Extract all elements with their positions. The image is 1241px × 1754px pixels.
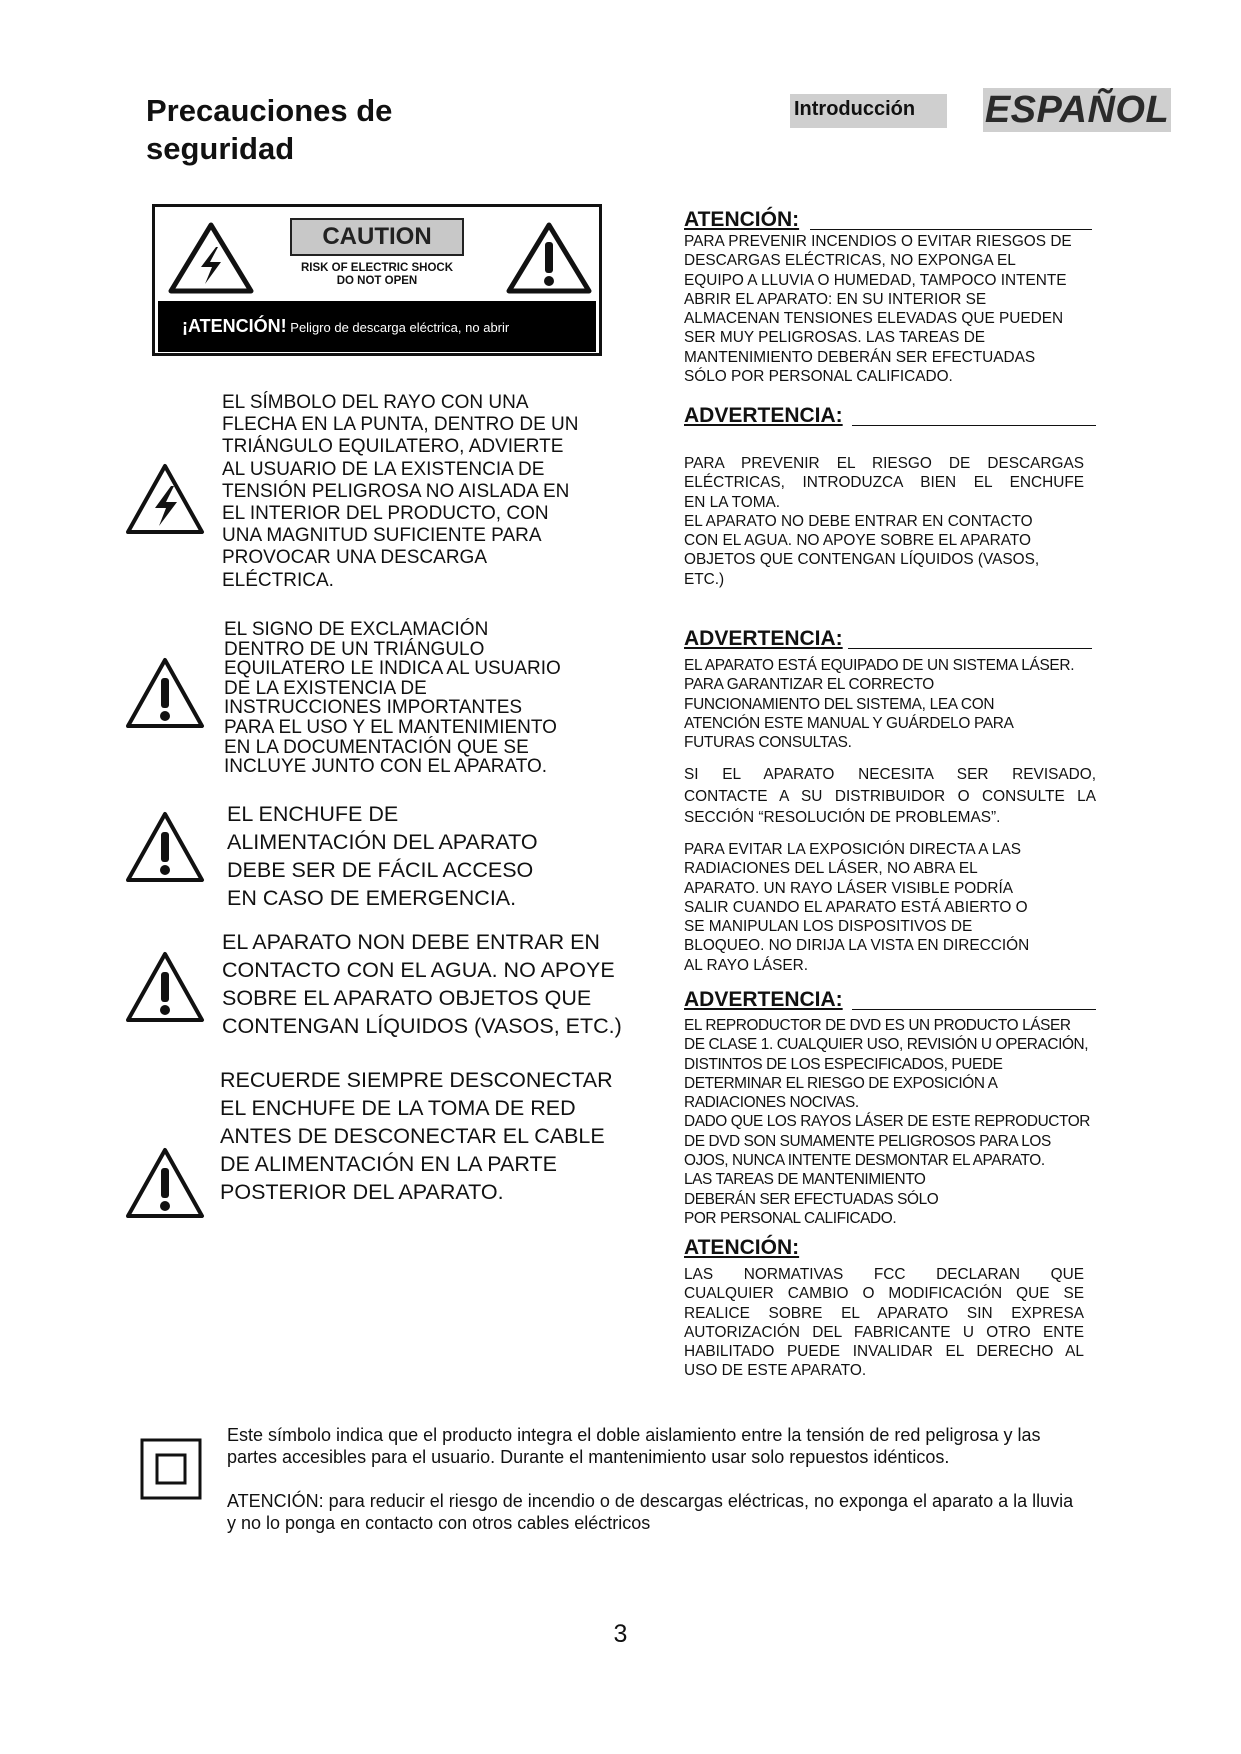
exclamation-symbol-text bbox=[224, 620, 609, 777]
text-line: UNA MAGNITUD SUFICIENTE PARA bbox=[222, 525, 542, 547]
language-tag: ESPAÑOL bbox=[984, 89, 1170, 131]
text-line: FUTURAS CONSULTAS. bbox=[684, 734, 852, 752]
section-heading: ADVERTENCIA: bbox=[684, 627, 843, 650]
text-line: DISTINTOS DE LOS ESPECIFICADOS, PUEDE bbox=[684, 1055, 1003, 1073]
text-line: SECCIÓN “RESOLUCIÓN DE PROBLEMAS”. bbox=[684, 809, 1001, 826]
heading-rule bbox=[852, 425, 1096, 426]
text-line: INCLUYE JUNTO CON EL APARATO. bbox=[224, 756, 548, 778]
warning-service-text bbox=[684, 764, 1096, 829]
text-line: EL REPRODUCTOR DE DVD ES UN PRODUCTO LÁSER bbox=[684, 1017, 1071, 1034]
lightning-warning-icon bbox=[168, 222, 254, 294]
text-line: FLECHA EN LA PUNTA, DENTRO DE UN bbox=[222, 414, 579, 436]
text-line: RADIACIONES DEL LÁSER, NO ABRA EL bbox=[684, 860, 978, 878]
text-line: DEBERÁN SER EFECTUADAS SÓLO bbox=[684, 1190, 939, 1208]
text-line: DESCARGAS ELÉCTRICAS, NO EXPONGA EL bbox=[684, 252, 1016, 270]
section-heading: ATENCIÓN: bbox=[684, 208, 800, 231]
text-line: Este símbolo indica que el producto integra el doble aislamiento entre la tensión de red peligrosa y las bbox=[227, 1425, 1041, 1445]
text-line: ATENCIÓN: para reducir el riesgo de incendio o de descargas eléctricas, no exponga el aparato a la lluvia bbox=[227, 1491, 1074, 1511]
text-line: EQUILATERO LE INDICA AL USUARIO bbox=[224, 658, 561, 680]
text-line: DE CLASE 1. CUALQUIER USO, REVISIÓN U OPERACIÓN, bbox=[684, 1036, 1089, 1054]
text-line: EL APARATO NON DEBE ENTRAR EN bbox=[222, 930, 600, 954]
text-line: EN LA TOMA. bbox=[684, 493, 781, 511]
text-line: HABILITADO PUEDE INVALIDAR EL DERECHO AL bbox=[684, 1343, 1084, 1361]
text-line: DEBE SER DE FÁCIL ACCESO bbox=[227, 858, 534, 882]
text-line: EL ENCHUFE DE bbox=[227, 802, 399, 826]
heading-rule bbox=[852, 1009, 1096, 1010]
double-insulation-icon bbox=[140, 1438, 202, 1500]
page-title bbox=[146, 92, 392, 168]
text-line: ALMACENAN TENSIONES ELEVADAS QUE PUEDEN bbox=[684, 310, 1064, 328]
text-line: EL INTERIOR DEL PRODUCTO, CON bbox=[222, 503, 549, 525]
text-line: LAS NORMATIVAS FCC DECLARAN QUE bbox=[684, 1266, 1084, 1283]
text-line: CONTENGAN LÍQUIDOS (VASOS, ETC.) bbox=[222, 1014, 622, 1038]
text-line: SE MANIPULAN LOS DISPOSITIVOS DE bbox=[684, 918, 973, 936]
heading-rule bbox=[848, 648, 1092, 649]
text-line: OJOS, NUNCA INTENTE DESMONTAR EL APARATO. bbox=[684, 1152, 1045, 1170]
text-line: SALIR CUANDO EL APARATO ESTÁ ABIERTO O bbox=[684, 898, 1028, 916]
text-line: PARA PREVENIR INCENDIOS O EVITAR RIESGOS DE bbox=[684, 233, 1072, 250]
text-line: EL ENCHUFE DE LA TOMA DE RED bbox=[220, 1096, 576, 1120]
text-line: AUTORIZACIÓN DEL FABRICANTE U OTRO ENTE bbox=[684, 1323, 1084, 1341]
text-line: POSTERIOR DEL APARATO. bbox=[220, 1180, 504, 1204]
text-line: APARATO. UN RAYO LÁSER VISIBLE PODRÍA bbox=[684, 879, 1013, 897]
text-line: ATENCIÓN ESTE MANUAL Y GUÁRDELO PARA bbox=[684, 714, 1014, 732]
lightning-symbol-text bbox=[222, 392, 607, 592]
text-line: SOBRE EL APARATO OBJETOS QUE bbox=[222, 986, 592, 1010]
text-line: EQUIPO A LLUVIA O HUMEDAD, TAMPOCO INTENTE bbox=[684, 271, 1067, 289]
warning-dvd-text bbox=[684, 1016, 1114, 1228]
text-line: SI EL APARATO NECESITA SER REVISADO, bbox=[684, 766, 1096, 783]
caution-sub-line-1: RISK OF ELECTRIC SHOCK bbox=[300, 262, 454, 274]
text-line: PARA PREVENIR EL RIESGO DE DESCARGAS bbox=[684, 455, 1084, 472]
text-line: ELÉCTRICA. bbox=[222, 569, 334, 591]
warning-plug-text bbox=[684, 454, 1084, 589]
text-line: LAS TAREAS DE MANTENIMIENTO bbox=[684, 1171, 926, 1189]
text-line: PARA EL USO Y EL MANTENIMIENTO bbox=[224, 716, 557, 738]
text-line: OBJETOS QUE CONTENGAN LÍQUIDOS (VASOS, bbox=[684, 551, 1040, 569]
section-heading: ATENCIÓN: bbox=[684, 1236, 800, 1259]
text-line: SER MUY PELIGROSAS. LAS TAREAS DE bbox=[684, 329, 986, 347]
disconnect-text bbox=[220, 1066, 630, 1206]
caution-sub-line-2: DO NOT OPEN bbox=[336, 275, 418, 287]
exclamation-symbol-icon bbox=[124, 656, 206, 730]
double-insulation-text bbox=[227, 1424, 1167, 1468]
text-line: SÓLO POR PERSONAL CALIFICADO. bbox=[684, 368, 953, 386]
warning-exposure-text bbox=[684, 840, 1114, 975]
text-line: EL SIGNO DE EXCLAMACIÓN bbox=[224, 619, 489, 640]
caution-title: CAUTION bbox=[290, 218, 464, 256]
text-line: ETC.) bbox=[684, 570, 725, 588]
text-line: USO DE ESTE APARATO. bbox=[684, 1362, 867, 1380]
text-line: PARA GARANTIZAR EL CORRECTO bbox=[684, 676, 934, 694]
text-line: DETERMINAR EL RIESGO DE EXPOSICIÓN A bbox=[684, 1074, 998, 1092]
text-line: EL APARATO NO DEBE ENTRAR EN CONTACTO bbox=[684, 512, 1033, 530]
fcc-text bbox=[684, 1265, 1084, 1381]
text-line: POR PERSONAL CALIFICADO. bbox=[684, 1209, 897, 1227]
heading-rule bbox=[810, 229, 1092, 230]
text-line: y no lo ponga en contacto con otros cables eléctricos bbox=[227, 1513, 651, 1533]
title-line-2: seguridad bbox=[146, 131, 295, 166]
text-line: TRIÁNGULO EQUILATERO, ADVIERTE bbox=[222, 436, 564, 458]
text-line: PARA EVITAR LA EXPOSICIÓN DIRECTA A LAS bbox=[684, 841, 1021, 858]
text-line: CON EL AGUA. NO APOYE SOBRE EL APARATO bbox=[684, 532, 1031, 550]
text-line: DADO QUE LOS RAYOS LÁSER DE ESTE REPRODUCTOR bbox=[684, 1113, 1091, 1131]
text-line: DE DVD SON SUMAMENTE PELIGROSOS PARA LOS bbox=[684, 1132, 1051, 1150]
text-line: MANTENIMIENTO DEBERÁN SER EFECTUADAS bbox=[684, 348, 1036, 366]
fire-warning-text bbox=[227, 1490, 1187, 1534]
text-line: CUALQUIER CAMBIO O MODIFICACIÓN QUE SE bbox=[684, 1285, 1084, 1303]
text-line: CONTACTE A SU DISTRIBUIDOR O CONSULTE LA bbox=[684, 787, 1096, 805]
text-line: TENSIÓN PELIGROSA NO AISLADA EN bbox=[222, 480, 570, 502]
exclamation-warning-icon bbox=[506, 222, 592, 294]
attention-fire-text bbox=[684, 232, 1114, 386]
caution-subtitle bbox=[262, 262, 492, 288]
text-line: EN CASO DE EMERGENCIA. bbox=[227, 886, 517, 910]
text-line: DE LA EXISTENCIA DE bbox=[224, 677, 427, 699]
text-line: partes accesibles para el usuario. Durante el mantenimiento usar solo repuestos idénticos. bbox=[227, 1447, 950, 1467]
exclamation-plug-icon bbox=[124, 810, 206, 884]
exclamation-disconnect-icon bbox=[124, 1146, 206, 1220]
text-line: ALIMENTACIÓN DEL APARATO bbox=[227, 830, 538, 854]
text-line: PROVOCAR UNA DESCARGA bbox=[222, 547, 487, 569]
text-line: ANTES DE DESCONECTAR EL CABLE bbox=[220, 1124, 605, 1148]
section-heading: ADVERTENCIA: bbox=[684, 404, 843, 427]
water-contact-text bbox=[222, 928, 642, 1040]
text-line: AL USUARIO DE LA EXISTENCIA DE bbox=[222, 458, 545, 480]
caution-bar bbox=[158, 301, 596, 352]
text-line: ABRIR EL APARATO: EN SU INTERIOR SE bbox=[684, 290, 987, 308]
text-line: DENTRO DE UN TRIÁNGULO bbox=[224, 638, 485, 660]
text-line: EN LA DOCUMENTACIÓN QUE SE bbox=[224, 736, 529, 758]
text-line: BLOQUEO. NO DIRIJA LA VISTA EN DIRECCIÓN bbox=[684, 937, 1030, 955]
caution-bar-bold: ¡ATENCIÓN! bbox=[182, 316, 287, 336]
text-line: AL RAYO LÁSER. bbox=[684, 956, 809, 974]
warning-laser-text bbox=[684, 656, 1114, 752]
section-heading: ADVERTENCIA: bbox=[684, 988, 843, 1011]
text-line: RECUERDE SIEMPRE DESCONECTAR bbox=[220, 1068, 613, 1092]
section-tag: Introducción bbox=[790, 94, 947, 128]
text-line: INSTRUCCIONES IMPORTANTES bbox=[224, 697, 523, 719]
text-line: REALICE SOBRE EL APARATO SIN EXPRESA bbox=[684, 1304, 1084, 1322]
text-line: EL APARATO ESTÁ EQUIPADO DE UN SISTEMA LÁSER. bbox=[684, 657, 1075, 674]
caution-bar-text: Peligro de descarga eléctrica, no abrir bbox=[286, 320, 510, 335]
page-number: 3 bbox=[613, 1620, 628, 1648]
text-line: RADIACIONES NOCIVAS. bbox=[684, 1094, 859, 1112]
text-line: CONTACTO CON EL AGUA. NO APOYE bbox=[222, 958, 615, 982]
text-line: ELÉCTRICAS, INTRODUZCA BIEN EL ENCHUFE bbox=[684, 474, 1084, 492]
plug-access-text bbox=[227, 800, 612, 912]
text-line: FUNCIONAMIENTO DEL SISTEMA, LEA CON bbox=[684, 695, 995, 713]
title-line-1: Precauciones de bbox=[146, 93, 393, 128]
text-line: DE ALIMENTACIÓN EN LA PARTE bbox=[220, 1152, 557, 1176]
lightning-symbol-icon bbox=[124, 462, 206, 536]
exclamation-water-icon bbox=[124, 950, 206, 1024]
text-line: EL SÍMBOLO DEL RAYO CON UNA bbox=[222, 392, 529, 413]
